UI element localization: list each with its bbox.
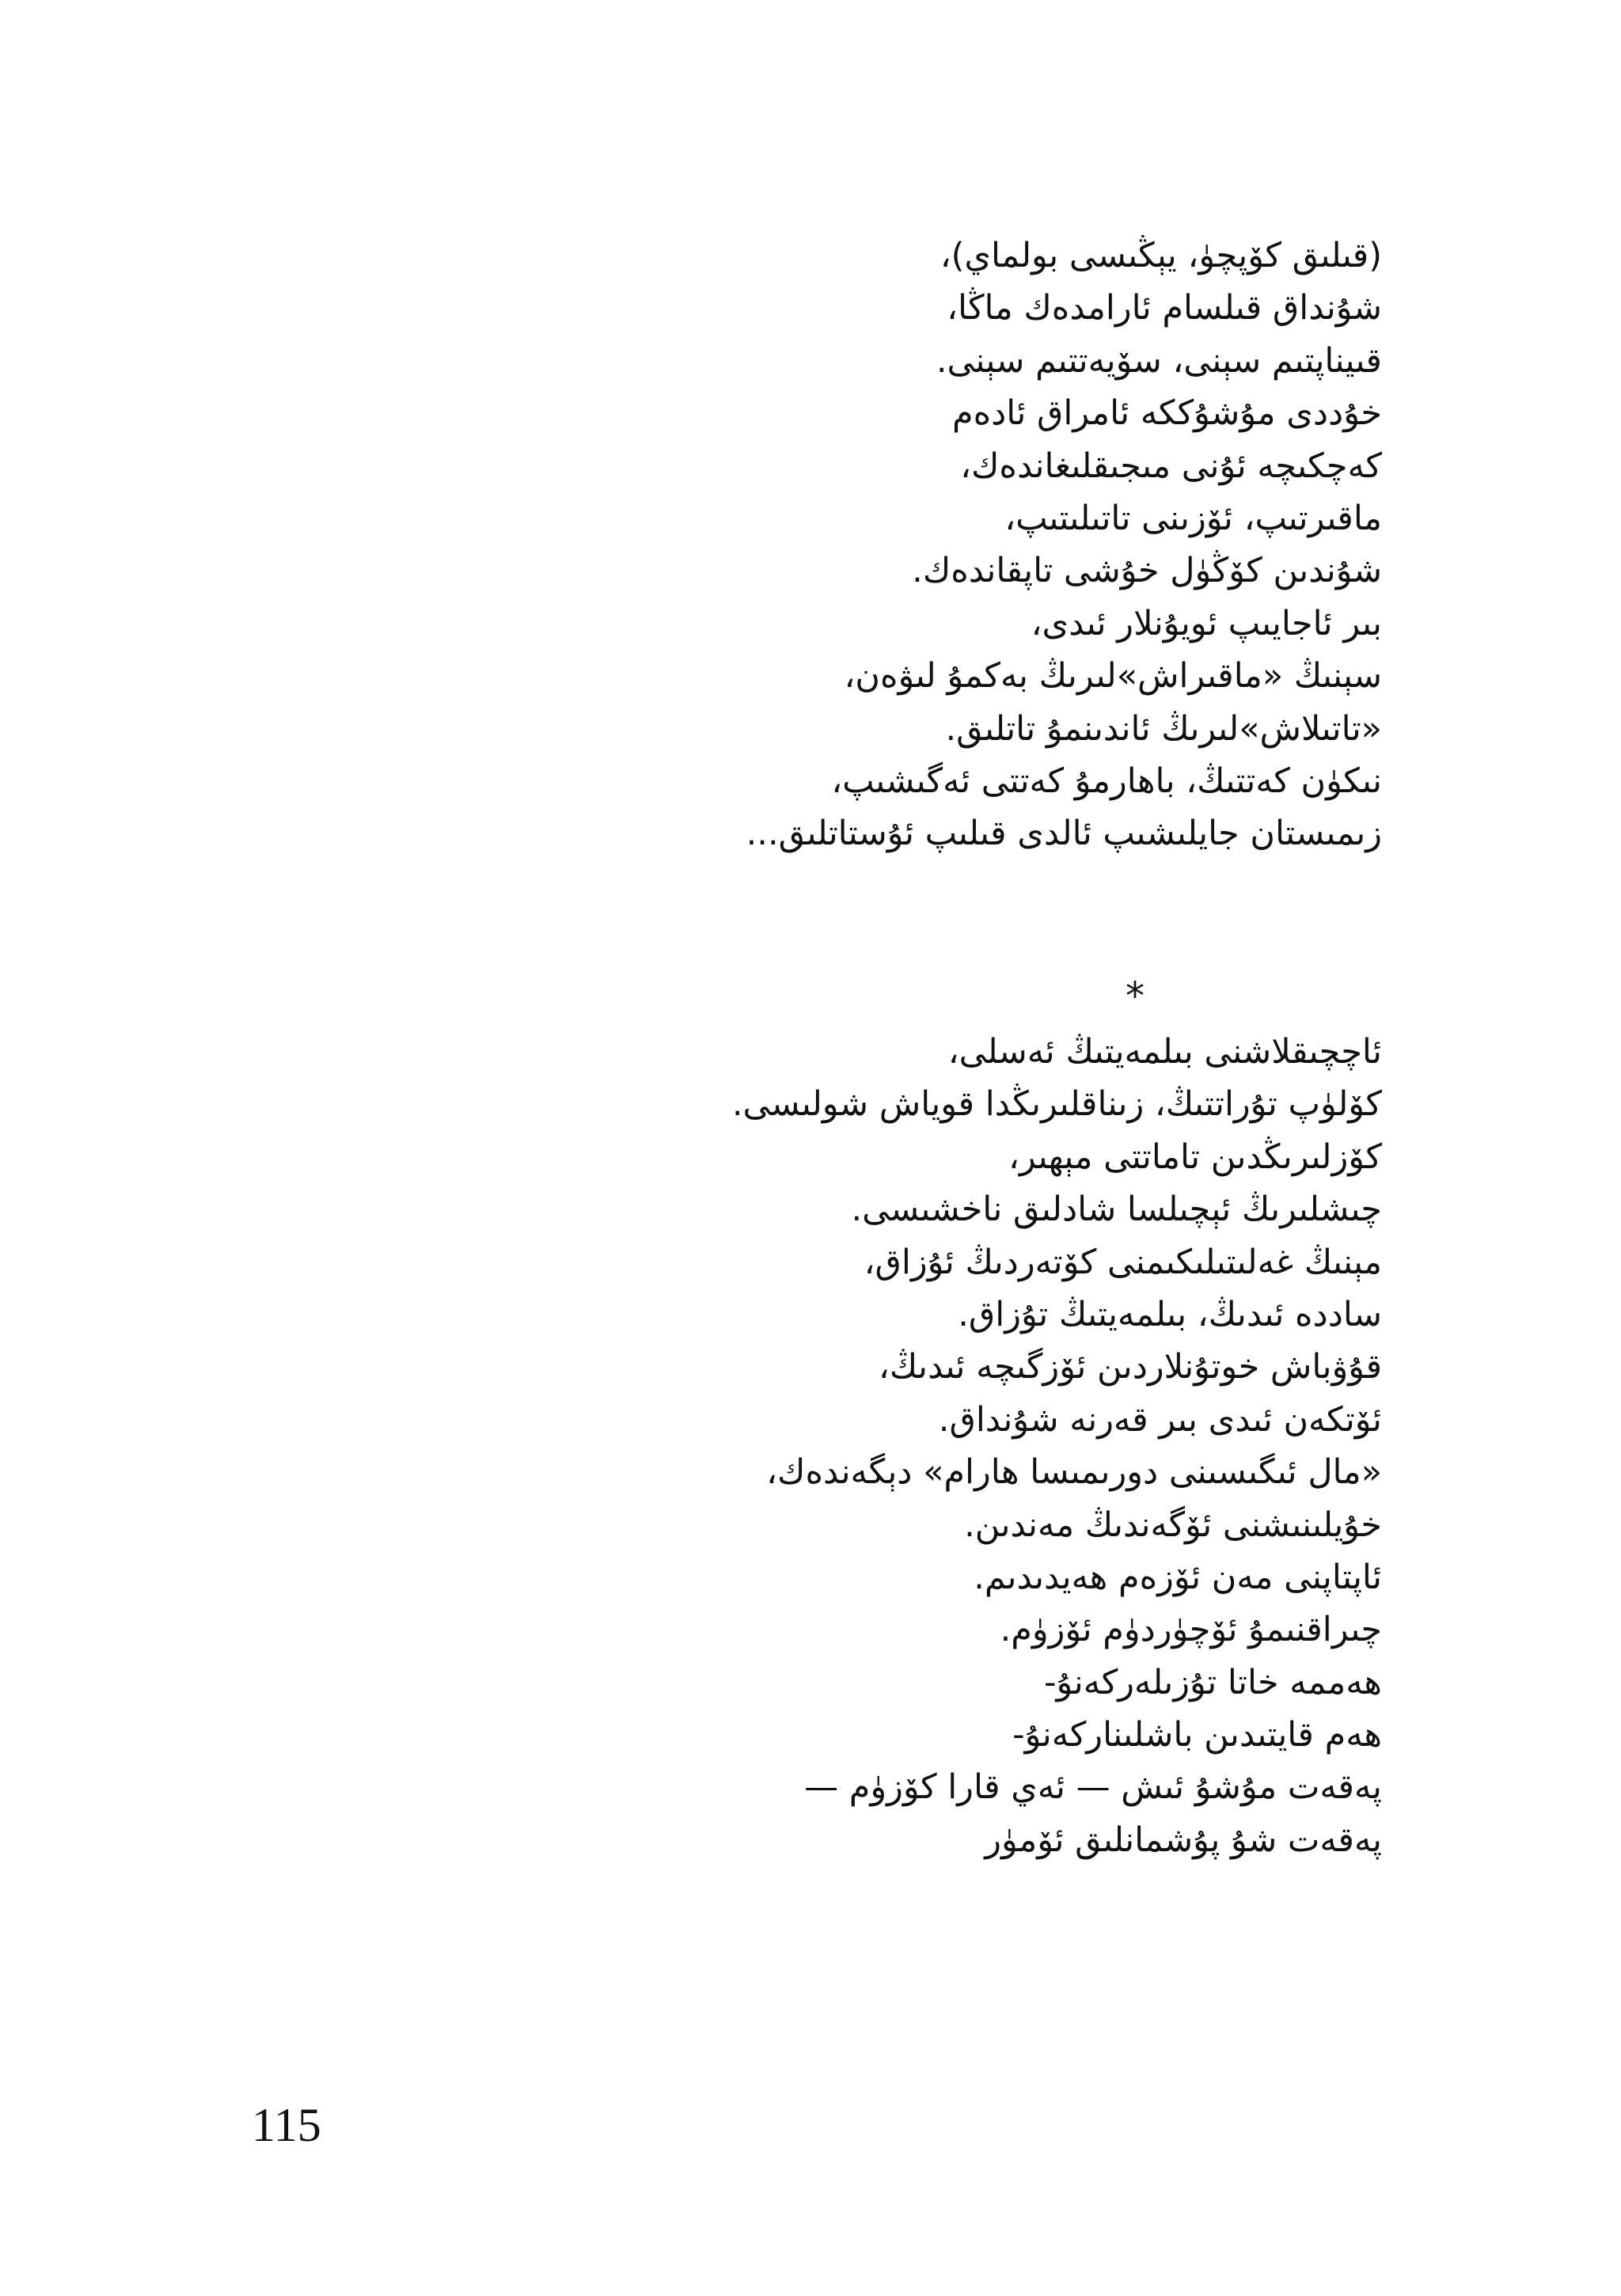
poem-line: سېنىڭ «ماقىراش»لىرىڭ بەكمۇ لىۋەن، xyxy=(844,656,1382,696)
poem-line: شۇندىن كۆڭۈل خۇشى تاپقاندەك. xyxy=(912,551,1382,591)
poem-line: ماقىرتىپ، ئۆزىنى تاتىلىتىپ، xyxy=(1004,498,1382,538)
poem-stanza-two xyxy=(353,1026,1382,1866)
poem-line: خۇيلىنىشنى ئۆگەندىڭ مەندىن. xyxy=(964,1505,1382,1545)
poem-line: خۇددى مۇشۇككە ئامراق ئادەم xyxy=(951,393,1382,434)
stanza-separator: * xyxy=(1126,974,1145,1019)
page-number: 115 xyxy=(252,2099,321,2151)
poem-line: شۇنداق قىلسام ئارامدەك ماڭا، xyxy=(947,288,1382,328)
poem-line: بىر ئاجايىپ ئويۇنلار ئىدى، xyxy=(1031,603,1382,643)
poem-line: كۆزلىرىڭدىن تاماتتى مېھىر، xyxy=(1008,1137,1382,1177)
poem-line: قۇۋباش خوتۇنلاردىن ئۆزگىچە ئىدىڭ، xyxy=(878,1347,1382,1387)
poem-stanza-one xyxy=(353,230,1382,860)
poem-line: ئاپتاپنى مەن ئۆزەم ھەيدىدىم. xyxy=(974,1557,1382,1597)
poem-line: چىراقنىمۇ ئۆچۈردۈم ئۆزۈم. xyxy=(1000,1610,1382,1650)
poem-line: ھەم قايتىدىن باشلىناركەنۇ- xyxy=(1012,1715,1382,1755)
poem-line: كۆلۈپ تۇراتتىڭ، زىناقلىرىڭدا قوياش شولىسى. xyxy=(731,1084,1382,1125)
poem-line: پەقەت شۇ پۇشمانلىق ئۆمۈر xyxy=(985,1820,1382,1860)
poem-line: (قىلىق كۆپچۈ، يېڭىسى بولماي)، xyxy=(940,236,1382,275)
poem-line: كەچكىچە ئۇنى مىجىقلىغاندەك، xyxy=(960,446,1382,486)
poem-line: قىيناپتىم سېنى، سۆيەتتىم سېنى. xyxy=(936,340,1382,381)
poem-line: ئاچچىقلاشنى بىلمەيتىڭ ئەسلى، xyxy=(947,1032,1382,1072)
poem-line: پەقەت مۇشۇ ئىش — ئەي قارا كۆزۈم — xyxy=(804,1767,1382,1808)
poem-line: ساددە ئىدىڭ، بىلمەيتىڭ تۇزاق. xyxy=(958,1294,1382,1334)
poem-line: زىمىستان جايلىشىپ ئالدى قىلىپ ئۇستاتلىق... xyxy=(746,814,1382,854)
poem-line: «تاتىلاش»لىرىڭ ئاندىنمۇ تاتلىق. xyxy=(945,708,1382,749)
poem-line: مېنىڭ غەلىتىلىكىمنى كۆتەردىڭ ئۇزاق، xyxy=(864,1242,1382,1282)
poem-line: نىكۈن كەتتىڭ، باھارمۇ كەتتى ئەگىشىپ، xyxy=(831,761,1382,801)
poem-line: ئۆتكەن ئىدى بىر قەرنە شۇنداق. xyxy=(938,1399,1382,1440)
poem-line: ھەممە خاتا تۇزىلەركەنۇ- xyxy=(1044,1662,1382,1702)
poem-line: «مال ئىگىسىنى دورىمىسا ھارام» دېگەندەك، xyxy=(766,1452,1382,1493)
poem-line: چىشلىرىڭ ئېچىلسا شادلىق ناخشىسى. xyxy=(851,1190,1382,1230)
